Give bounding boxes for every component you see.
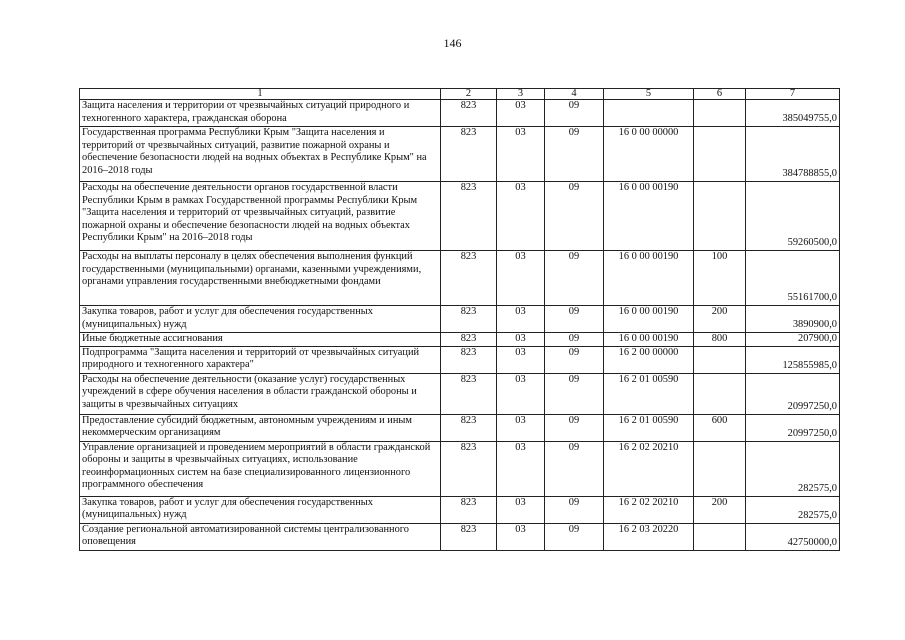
expense-type-code: 100 bbox=[694, 251, 746, 306]
table-row bbox=[80, 523, 840, 550]
section-code: 03 bbox=[497, 373, 545, 414]
column-header: 4 bbox=[545, 89, 604, 100]
target-article-code: 16 2 01 00590 bbox=[604, 414, 694, 441]
target-article-code: 16 0 00 00190 bbox=[604, 182, 694, 251]
subsection-code: 09 bbox=[545, 414, 604, 441]
target-article-code: 16 2 01 00590 bbox=[604, 373, 694, 414]
section-code: 03 bbox=[497, 251, 545, 306]
admin-code: 823 bbox=[441, 306, 497, 333]
table-row bbox=[80, 100, 840, 127]
row-amount: 20997250,0 bbox=[746, 373, 840, 414]
row-amount: 55161700,0 bbox=[746, 251, 840, 306]
target-article-code: 16 2 02 20210 bbox=[604, 441, 694, 496]
row-description: Расходы на выплаты персоналу в целях обеспечения выполнения функций государственными (муниципальными) органами, казенными учреждениями, органами управления государственными внебюджетными фондами bbox=[80, 251, 441, 306]
column-header: 2 bbox=[441, 89, 497, 100]
expense-type-code: 200 bbox=[694, 306, 746, 333]
column-header: 1 bbox=[80, 89, 441, 100]
subsection-code: 09 bbox=[545, 251, 604, 306]
admin-code: 823 bbox=[441, 251, 497, 306]
section-code: 03 bbox=[497, 182, 545, 251]
row-description: Иные бюджетные ассигнования bbox=[80, 333, 441, 347]
column-header: 6 bbox=[694, 89, 746, 100]
expense-type-code: 200 bbox=[694, 496, 746, 523]
expense-type-code: 800 bbox=[694, 333, 746, 347]
row-description: Закупка товаров, работ и услуг для обеспечения государственных (муниципальных) нужд bbox=[80, 496, 441, 523]
row-description: Защита населения и территории от чрезвычайных ситуаций природного и техногенного характера, гражданская оборона bbox=[80, 100, 441, 127]
admin-code: 823 bbox=[441, 346, 497, 373]
section-code: 03 bbox=[497, 306, 545, 333]
admin-code: 823 bbox=[441, 441, 497, 496]
subsection-code: 09 bbox=[545, 100, 604, 127]
row-amount: 282575,0 bbox=[746, 496, 840, 523]
row-amount: 59260500,0 bbox=[746, 182, 840, 251]
target-article-code: 16 2 00 00000 bbox=[604, 346, 694, 373]
subsection-code: 09 bbox=[545, 523, 604, 550]
row-amount: 20997250,0 bbox=[746, 414, 840, 441]
expense-type-code: 600 bbox=[694, 414, 746, 441]
column-header: 5 bbox=[604, 89, 694, 100]
row-description: Государственная программа Республики Крым "Защита населения и территорий от чрезвычайных ситуаций, развитие пожарной охраны и обеспечение безопасности людей на водных объектах в Республике Крым" на 2016–2018 годы bbox=[80, 127, 441, 182]
page-number: 146 bbox=[443, 36, 462, 50]
subsection-code: 09 bbox=[545, 333, 604, 347]
expense-type-code bbox=[694, 182, 746, 251]
target-article-code: 16 2 02 20210 bbox=[604, 496, 694, 523]
target-article-code: 16 0 00 00190 bbox=[604, 251, 694, 306]
table-header-row bbox=[80, 89, 840, 100]
row-description: Подпрограмма "Защита населения и территорий от чрезвычайных ситуаций природного и техногенного характера" bbox=[80, 346, 441, 373]
table-row bbox=[80, 333, 840, 347]
target-article-code: 16 0 00 00000 bbox=[604, 127, 694, 182]
section-code: 03 bbox=[497, 441, 545, 496]
target-article-code: 16 0 00 00190 bbox=[604, 306, 694, 333]
admin-code: 823 bbox=[441, 333, 497, 347]
table-row bbox=[80, 496, 840, 523]
section-code: 03 bbox=[497, 333, 545, 347]
table-row bbox=[80, 441, 840, 496]
subsection-code: 09 bbox=[545, 346, 604, 373]
admin-code: 823 bbox=[441, 496, 497, 523]
admin-code: 823 bbox=[441, 100, 497, 127]
row-amount: 125855985,0 bbox=[746, 346, 840, 373]
admin-code: 823 bbox=[441, 373, 497, 414]
row-description: Закупка товаров, работ и услуг для обеспечения государственных (муниципальных) нужд bbox=[80, 306, 441, 333]
row-amount: 282575,0 bbox=[746, 441, 840, 496]
row-description: Создание региональной автоматизированной системы централизованного оповещения bbox=[80, 523, 441, 550]
expense-type-code bbox=[694, 100, 746, 127]
target-article-code: 16 2 03 20220 bbox=[604, 523, 694, 550]
row-amount: 3890900,0 bbox=[746, 306, 840, 333]
table-row bbox=[80, 127, 840, 182]
section-code: 03 bbox=[497, 346, 545, 373]
target-article-code: 16 0 00 00190 bbox=[604, 333, 694, 347]
expense-type-code bbox=[694, 373, 746, 414]
section-code: 03 bbox=[497, 127, 545, 182]
row-description: Расходы на обеспечение деятельности органов государственной власти Республики Крым в рамках Государственной программы Республики Крым "Защита населения и территорий от чрезвычайных ситуаций, развитие пожарной охраны и обеспечение безопасности людей на водных объектах Республики Крым" на 2016–2018 годы bbox=[80, 182, 441, 251]
admin-code: 823 bbox=[441, 182, 497, 251]
row-amount: 42750000,0 bbox=[746, 523, 840, 550]
table-row bbox=[80, 346, 840, 373]
subsection-code: 09 bbox=[545, 373, 604, 414]
table-row bbox=[80, 373, 840, 414]
row-amount: 384788855,0 bbox=[746, 127, 840, 182]
row-description: Управление организацией и проведением мероприятий в области гражданской обороны и защиты в чрезвычайных ситуациях, использование геоинформационных систем на базе специализированного лицензионного программного обеспечения bbox=[80, 441, 441, 496]
expense-type-code bbox=[694, 127, 746, 182]
row-amount: 207900,0 bbox=[746, 333, 840, 347]
admin-code: 823 bbox=[441, 523, 497, 550]
row-description: Предоставление субсидий бюджетным, автономным учреждениям и иным некоммерческим организациям bbox=[80, 414, 441, 441]
column-header: 7 bbox=[746, 89, 840, 100]
subsection-code: 09 bbox=[545, 441, 604, 496]
section-code: 03 bbox=[497, 414, 545, 441]
table-row bbox=[80, 306, 840, 333]
row-description: Расходы на обеспечение деятельности (оказание услуг) государственных учреждений в сфере обучения населения в области гражданской обороны и защиты в чрезвычайных ситуациях bbox=[80, 373, 441, 414]
admin-code: 823 bbox=[441, 414, 497, 441]
subsection-code: 09 bbox=[545, 306, 604, 333]
row-amount: 385049755,0 bbox=[746, 100, 840, 127]
column-header: 3 bbox=[497, 89, 545, 100]
target-article-code bbox=[604, 100, 694, 127]
section-code: 03 bbox=[497, 496, 545, 523]
budget-table bbox=[79, 88, 840, 551]
expense-type-code bbox=[694, 441, 746, 496]
expense-type-code bbox=[694, 523, 746, 550]
subsection-code: 09 bbox=[545, 496, 604, 523]
subsection-code: 09 bbox=[545, 182, 604, 251]
table-row bbox=[80, 414, 840, 441]
subsection-code: 09 bbox=[545, 127, 604, 182]
section-code: 03 bbox=[497, 100, 545, 127]
table-row bbox=[80, 251, 840, 306]
section-code: 03 bbox=[497, 523, 545, 550]
admin-code: 823 bbox=[441, 127, 497, 182]
table-row bbox=[80, 182, 840, 251]
expense-type-code bbox=[694, 346, 746, 373]
